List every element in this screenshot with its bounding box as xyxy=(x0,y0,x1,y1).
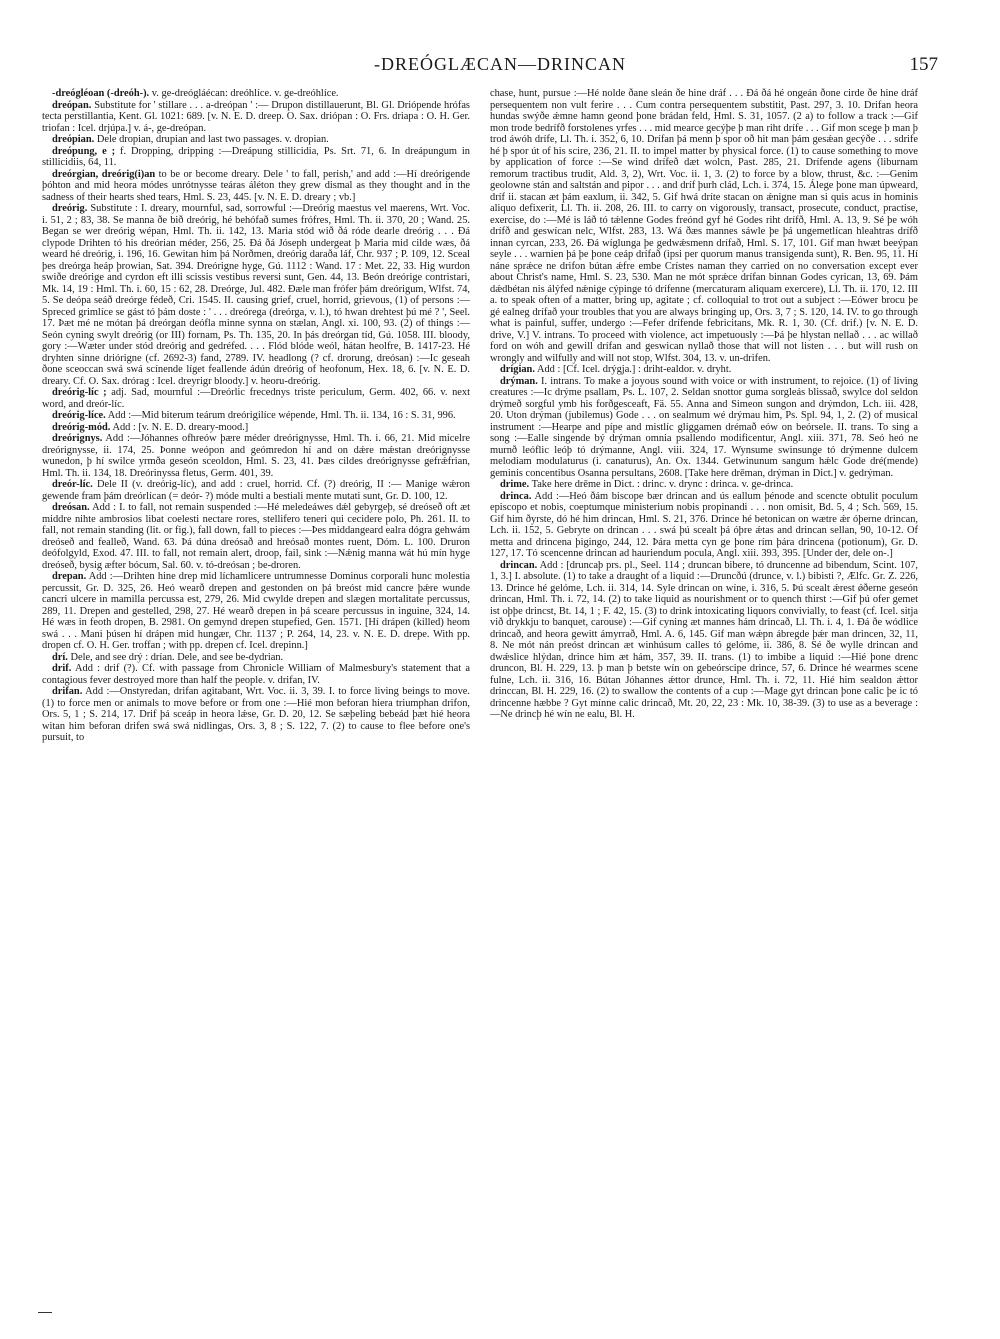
footer-rule xyxy=(38,1312,52,1313)
page-header xyxy=(0,52,1000,82)
headword: dreópan. xyxy=(52,99,92,111)
headword: dreór-líc. xyxy=(52,479,93,490)
headword: drincan. xyxy=(500,559,538,571)
entry-text: to be or become dreary. Dele ' to fall, perish,' and add :—Hí dreórigende þóhton and mid heora módes unrótnysse teáras áléton they grew dismal as they thought and in the sadness of their hearts shed tears, Hml. S. 23, 445. [v. N. E. D. dreary ; vb.] xyxy=(42,168,470,203)
dictionary-entry xyxy=(490,491,918,560)
dictionary-entry xyxy=(42,652,470,664)
entry-text: v. ge-dreógláécan: dreóhlíce. v. ge-dreóhlíce. xyxy=(151,88,339,99)
left-column xyxy=(42,88,470,1293)
entry-text: Add : [druncaþ prs. pl., Seel. 114 ; druncan bibere, tó druncenne ad bibendum, Scint. 107, 1, 3.] I. absolute. (1) to take a draught of a liquid :—Druncðú (drunce, v. l.) bibisti ?, Ælfc. Gr. Z. 226, 13. Drince hé gelóme, Lch. ii. 314, 14. Syle drincan on wíne, i. 316, 5. Þú scealt ǽrest ǿðerne geseón drincan, Hml. Th. i. 72, 14. (2) to take liquid as nourishment or to quench thirst :—Gif þú ofer gemet ist oþþe drincst, Bt. 14, 1 ; F. 42, 15. (3) to drink intoxicating liquors convivially, to feast (cf. Icel. sitja við drykkju to banquet, carouse) :—Gif cyning æt mannes hám drincað, Ll. Th. i. 4, 1. Ðá ðe wódlice drincað, and heora gewitt ámyrrað, Hml. A. 6, 145. Gif man wǽpn ábregde þǽr man drincen, 32, 11, 8. Ne mót nán preóst drincan æt winhúsum calles tó gelóme, ii. 386, 8. Sé ðe wylle drincan and dwǽslice hlýdan, drince him æt hám, 357, 39. II. trans. (1) to imbibe a liquid :—Hié þone drenc druncon, Bl. H. 229, 13. þ man þ betste wín on gebeórscipe drince, 57, 6. Drince hé wearmes scene fulne, Lch. ii. 316, 16. Bútan Jóhannes ǽttor drunce, Hml. Th. i. 72, 11. Hié him sealdon ǽttor drinccan, Bl. H. 229, 16. (2) to swallow the contents of a cup :—Mage gyt drincan þone calic þe ic tó drincenne hæbbe ? Gyt mínne calic drincað, Mt. 20, 22, 23 : Mk. 10, 38-39. (3) to use as a beverage :—Ne drincþ hé wín ne ealu, Bl. H. xyxy=(490,559,918,720)
headword: drepan. xyxy=(52,571,87,582)
headword: dreórig. xyxy=(52,203,88,214)
dictionary-entry xyxy=(490,88,918,364)
dictionary-entry xyxy=(42,169,470,204)
entry-text: I. intrans. To make a joyous sound with voice or with instrument, to rejoice. (1) of living creatures :—Ic drýme psallam, Ps. L. 107, 2. Seldan snottor guma sorgleás blissað, swylce dol seldon drýmeð sorgful ymb his forðgesceaft, Fä. 55. Anna and Simeon sungon and drýmdon, Lch. iii. 428, 20. Uton drýman (jubilemus) Gode . . . on sealmum wé drýmau him, Ps. Spl. 94, 1, 2. (2) of musical instrument :—Hearpe and pípe and mistlíc gliggamen drémað eów on beórsele. II. trans. To sing a song :—Ealle singende bý drýman omnia psallendo modificentur, Angl. xiii. 371, 78. Seó heó ne murnð leóflic leóþ tó drýmanne, Angl. viii. 324, 17. Wynsume swinsunge tó drýmenne dulcem melodiam modulaturus (i. canaturus), An. Ox. 1344. Getwinunum sangum hǽlc Gode dré(mende) geminis concentibus Osanna persultans, 2608. [Take here drēman, drýman in Dict.] v. gedrýman. xyxy=(490,375,918,479)
dictionary-entry xyxy=(42,134,470,146)
dictionary-entry xyxy=(42,571,470,652)
dictionary-entry xyxy=(42,663,470,686)
headword: dreósan. xyxy=(52,502,90,513)
headword: drinca. xyxy=(500,490,532,502)
headword: drí. xyxy=(52,651,68,663)
headword: dreópian. xyxy=(52,134,95,145)
dictionary-entry xyxy=(42,88,470,100)
headword: dreórig-mód. xyxy=(52,421,111,433)
dictionary-entry xyxy=(42,433,470,479)
dictionary-entry xyxy=(42,479,470,502)
headword: drif. xyxy=(52,663,72,674)
entry-text: Add :—Drihten hine drep mid líchamlicere untrumnesse Dominus corporali hunc molestia percussit, Gr. D. 325, 26. Heó wearð drepen and gestonden on þá breóst mid cancre þǽre wunde cancri ulcere in mamilla percussa est, 279, 26. Mid cwylde drepen and slægen mortalitate percussus, 289, 11. Drepen and gestelled, 298, 27. Hé wearð drepen in þá sceare percussus in inguine, 324, 14. Hé wæs in feoth dropen, B. 2981. On gemynd drepen stupefied, Gen. 1571. [Hí drápen (killed) heom swá . . . Mani þúsen hí drápen mid hungær, Chr. 1137 ; P. 264, 14, 23. v. N. E. D. drepe. With pp. dropen cf. O. H. Ger. troffan ; with pp. drepen cf. Icel. drepinn.] xyxy=(42,571,470,651)
dictionary-entry xyxy=(42,686,470,744)
entry-text: Substitute : I. dreary, mournful, sad, sorrowful :—Dreórig maestus vel maerens, Wrt. Voc. i. 51, 2 ; 83, 38. Se manna ðe bið dreórig, hé behófað sumes frófres, Hml. Th. ii. 370, 20 ; Wand. 25. Began se wer dreórig wépan, Hml. Th. ii. 142, 13. Maria stód wið ðá róde dearle dreórig . . . Ðá clypode Drihten tó his dreórian méder, 256, 25. Ðá ðá Jóseph undergeat þ Maria mid cilde wæs, ðá weard hé dreórig, i. 196, 16. Gewitan him þá Norðmen, dreórig daraða láf, Chr. 937 ; P. 109, 12. Sceal þes dreórga heáp þrowian, Sat. 394. Dreórigne hyge, Gú. 1112 : Wand. 17 : Met. 22, 33. Hig wurdon swiðe dreórige and cyrdon eft illi scissis vestibus reversi sunt, Gen. 44, 13. Beón dreórige contristari, Mk. 14, 19 : Hml. Th. i. 60, 15 : 62, 28. Dreórge, Jul. 482. Ðæle man frófer þám dreórigum, Wlfst. 74, 5. Se deópa seáð dreórge fédeð, Cri. 1545. II. causing grief, cruel, horrid, grievous, (1) of persons :—Spreced grimlíce se gást tó þám doste : ' . . . dreórega (dreórga, v. l.), tó hwan drehtest þú mé ? ', Seel. 17. Þæt mé ne mótan þá dreórgan deófla minne synna on stælan, Angl. xi. 100, 93. (2) of things :—Seón cyning swylt dreórig (or III) fornam, Ps. Th. 135, 20. In þás dreórgan tíd, Gú. 1058. III. bloody, gory :—Wæter under stód dreórig and gedréfed. . . . Flód blóde weól, hátan heolfre, B. 1417-23. Hé dryhten sinne driórigne (cf. 2692-3) fand, 2789. IV. headlong (? cf. drorung, dreósan) :—Ic geseah ðone sceoccan swá swá scínende líget feallende ádún dreórig of heofonum, Hex. 18, 6. [v. N. E. D. dreary. Cf. O. Sax. drórag : Icel. dreyrigr bloody.] v. heoru-dreórig. xyxy=(42,203,470,387)
headword: dreórig-líce. xyxy=(52,410,106,421)
dictionary-entry xyxy=(42,203,470,387)
entry-text: chase, hunt, pursue :—Hé nolde ðane sleán ðe hine dráf . . . Ðá ðá hé ongeán ðone cirde ðe hine dráf persequentem non vult ferire . . . Cum contra persequentem substitit, Past. 297, 3. 10. Drifan heora hundas swýðe ǽmne hamn geond þone brádan feld, Hml. S. 31, 1057. (2 a) to follow a track :—Gif mon trode bedrífð forstolenes yrfes . . . mid mearce gecýþe þ man riht drífe . . . Gif mon scege þ man þ trod áwóh drífe, Ll. Th. i. 352, 6, 10. Drífan þá menn þ spor oð hit man þám gesǽan gecýðe . . . sdrife hé þ spor út of his scire, 236, 21. II. to impel matter by physical force. (1) to cause something to move by application of force :—Se wind drífeð dæt wolcn, Past. 285, 21. Drífende agens (liburnam remorum tractibus trudit, Ald. 3, 2), Wrt. Voc. ii. 1, 3. (2) to force by a blow, thrust, &c. :—Genim geolowne stán and saltstán and pipor . . . and dríf þurh clád, Lch. i. 374, 15. Álege þone man úpweard, dríf ii. stacan æt þám eaxlum, ii. 342, 5. Gif hwá dríte stacan on ǽnigne man si quis acus in hominis aliquo defixerit, Ll. Th. ii. 208, 26. III. to carry on vigorously, transact, prosecute, conduct, practise, exercise, do :—Mé is láð tó tǽlenne Godes freónd gyf hé Godes riht drífð, Hml. A. 13, 9. Sé þe wóh drífð and geswícan nelc, Wlfst. 283, 13. Wá ðæs mannes sáwle þe þá ungemetlícan hleahtras drífð innan cyrcan, 233, 26. Ðá wíglunga þe gedwǽsmenn drífað, Hml. S. 17, 101. Gif man hwæt beeýpan seyle . . . warnien þá þe þone ceáp drífað (ipsi per quorum manus transigenda sunt), R. Ben. 95, 11. Hí náne sprǽce ne drifon bútan ǽfre embe Crístes naman they carried on no conversation except ever about Christ's name, Hml. S. 23, 530. Man ne mót sprǽce drífan binnan Godes cyrican, 13, 69. Þám dǽdbétan nis álýfed nǽnige cýpinge tó drífenne (mercaturam aliquam exercere), Ll. Th. ii. 170, 12. III a. to speak often of a matter, bring up, agitate ; cf. colloquial to trot out a subject :—Eówer brocu þe gé ealneg drífað your troubles that you are always bringing up, Ors. 3, 7 ; S. 120, 14. IV. to go through what is painful, suffer, undergo :—Fefer drífende febricitans, Mk. R. 1, 30. (Cf. drif.) [v. N. E. D. drive, V.] V. intrans. To proceed with violence, act impetuously :—Þá þe hlystan nellað . . . ac willað ford on wóh and gewill drífan and geswican nyllað those that will not listen . . . but will rush on wrongly and wilfully and will not stop, Wlfst. 304, 13. v. un-drifen. xyxy=(490,88,918,364)
dictionary-entry xyxy=(490,364,918,376)
page-number: 157 xyxy=(909,54,938,75)
entry-text: Add : I. to fall, not remain suspended :—Hé meledeáwes dǽl gebyrgeþ, sé dreóseð oft æt middre nihte ambrosios libat coelesti nectare rores, stellifero teneri qui cecidere polo, Ph. 261. II. to fall, not remain standing (lit. or fig.), fall down, fall to pieces :—Þes middangeard ealra dógra gehwám dreóseð and fealleð, Wand. 63. Þá dúna dreósað and hreósað montes ruent, Dóm. L. 100. Druron deófolgyld, Exod. 47. III. to fall, not remain alert, droop, fail, sink :—Nǽnig manna wát hú mín hyge dreóseð, bysig æfter bócum, Sal. 60. v. tó-dreósan ; be-droren. xyxy=(42,502,470,571)
headword: drýman. xyxy=(500,375,538,387)
entry-text: Add :—Onstyredan, drifan agitabant, Wrt. Voc. ii. 3, 39. I. to force living beings to move. (1) to force men or animals to move before or from one :—Hié mon beforan hiera triumphan drifon, Ors. 5, 1 ; S. 214, 17. Drif þá sceáp in heora lǽse, Gr. D. 20, 12. Se sæþeling bebeád þæt hié heora witan him beforan drifen swá swá nidlingas, Ors. 3, 8 ; S. 122, 7. (2) to cause to flee before one's pursuit, to xyxy=(42,686,470,743)
entry-text: Add :—Jóhannes ofhreów þære méder dreórignysse, Hml. Th. i. 66, 21. Mid micelre dreórignysse, ii. 174, 25. Þonne weópon and geómredon hí and on dǽre mǽstan dreórignysse wunedon, þ hí swilce yrmða geseón sceoldon, Hml. S. 23, 41. Þæs cildes dreórignysse gefrǽfrian, Hml. Th. ii. 134, 18. Dreórinyssa fletus, Germ. 401, 39. xyxy=(42,433,470,479)
headword: dreórgian, dreórig(i)an xyxy=(52,168,156,180)
headword: drígian. xyxy=(500,364,535,375)
dictionary-entry xyxy=(490,376,918,480)
running-head: -DREÓGLÆCAN—DRINCAN xyxy=(374,54,626,74)
entry-text: adj. Sad, mournful :—Dreórlic frecednys triste periculum, Germ. 402, 66. v. next word, and dreór-líc. xyxy=(42,387,470,410)
entry-text: Add : drif (?). Cf. with passage from Chronicle William of Malmesbury's statement that a contagious fever destroyed more than half the people. v. drifan, IV. xyxy=(42,663,470,686)
headword: dreópung, e ; xyxy=(52,145,116,157)
entry-text: f. Dropping, dripping :—Dreápung stillicidia, Ps. Srt. 71, 6. In dreápungum in stillicidiis, 64, 11. xyxy=(42,145,470,168)
dictionary-entry xyxy=(42,502,470,571)
dictionary-entry xyxy=(42,410,470,422)
entry-text: Add :—Mid biterum teárum dreórigilíce wépende, Hml. Th. ii. 134, 16 : S. 31, 996. xyxy=(107,410,456,421)
entry-text: Add : [Cf. Icel. drýgja.] : driht-ealdor. v. dryht. xyxy=(536,364,732,375)
headword: -dreógléoan (-dreóh-). xyxy=(52,88,150,99)
right-column xyxy=(490,88,918,1293)
headword: drifan. xyxy=(52,686,83,697)
entry-text: Substitute for ' stillare . . . a-dreópan ' :— Drupon distillauerunt, Bl. Gl. Driópende hrófas tecta perstillantia, Kent. Gl. 1021: 689. [v. N. E. D. dreep. O. Sax. driópan : O. Frs. driapa : O. H. Ger. triofan : Icel. drjúpa.] v. á-, ge-dreópan. xyxy=(42,99,470,134)
entry-text: Add :—Heó ðám biscope bær drincan and ús eallum þénode and scencte obtulit poculum episcopo et nobis, coeptumque ministerium nobis propinandi . . . non omisit, Bd. 5, 4 ; Sch. 569, 15. Gif him ðyrste, dó hé him drincan, Hml. S. 21, 376. Drince hé betonican on wætre ǽr óþerne drincan, Lch. ii. 152, 5. Gebryte on drincan . . . swá þú scealt þá óþre ǽtas and drincan sellan, 90, 10-12. Of metta and drincena þigingo, 244, 12. Þára metta cyn ge þone rím þára drincena (potionum), Gr. D. 127, 17. Tó scencenne drincan ad hauriendum pocula, Angl. xiii. 393, 395. [Under der, dele on-.] xyxy=(490,490,918,559)
dictionary-entry xyxy=(42,422,470,434)
dictionary-entry xyxy=(490,479,918,491)
headword: dreórignys. xyxy=(52,433,103,444)
dictionary-entry xyxy=(42,100,470,135)
entry-text: Take here drēme in Dict. : drinc. v. drync : drinca. v. ge-drinca. xyxy=(531,479,794,490)
dictionary-entry xyxy=(490,560,918,721)
dictionary-entry xyxy=(42,387,470,410)
dictionary-entry xyxy=(42,146,470,169)
entry-text: Dele, and see drý : drían. Dele, and see be-dydrian. xyxy=(70,651,284,663)
entry-text: Dele dropian, drupian and last two passages. v. dropian. xyxy=(96,134,329,145)
entry-text: Add : [v. N. E. D. dreary-mood.] xyxy=(112,421,249,433)
headword: drime. xyxy=(500,479,530,490)
entry-text: Dele II (v. dreórig-líc), and add : cruel, horrid. Cf. (?) dreórig, II :— Manige wǽron gewende fram þám dreórlícan (= deór- ?) móde multi a bestiali mente mutati sunt, Gr. D. 100, 12. xyxy=(42,479,470,502)
headword: dreórig-líc ; xyxy=(52,387,107,398)
